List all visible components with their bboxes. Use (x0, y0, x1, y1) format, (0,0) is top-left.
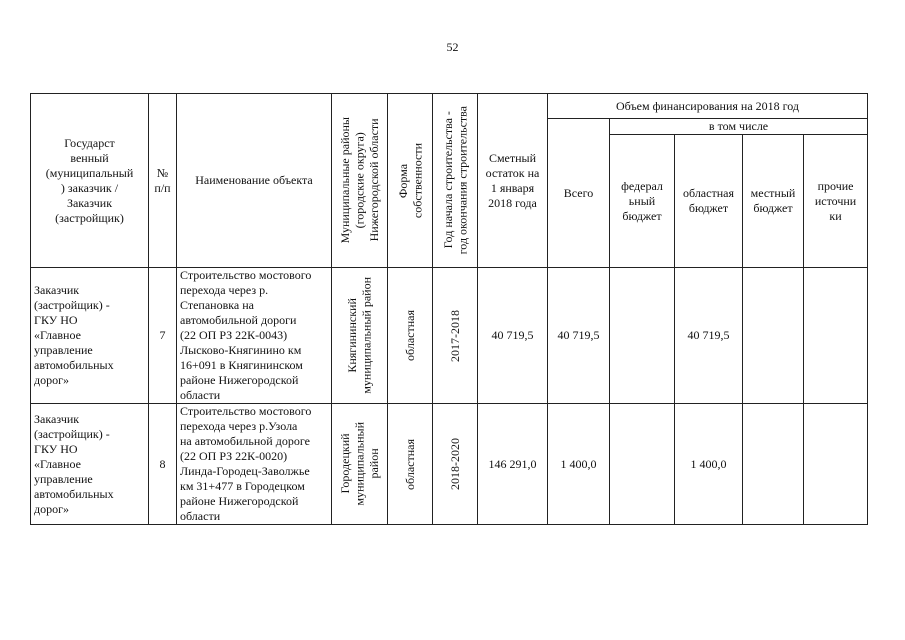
row-regional: 1 400,0 (675, 404, 743, 525)
row-customer: Заказчик (застройщик) - ГКУ НО «Главное управление автомобильных дорог» (31, 404, 149, 525)
row-object-name: Строительство мостового перехода через р.Узола на автомобильной дороге (22 ОП РЗ 22К-0020) Линда-Городец-Заволжье км 31+477 в Городецком районе Нижегородской области (177, 404, 332, 525)
row-ownership (388, 268, 433, 404)
row-regional: 40 719,5 (675, 268, 743, 404)
row-estimate-balance: 146 291,0 (478, 404, 548, 525)
row-other (804, 268, 868, 404)
row-ownership-label: областная (402, 310, 417, 361)
row-total: 1 400,0 (548, 404, 610, 525)
header-including: в том числе (610, 119, 868, 135)
row-ownership (388, 404, 433, 525)
row-object-name: Строительство мостового перехода через р. Степановка на автомобильной дороги (22 ОП РЗ 22К-0043) Лысково-Княгинино км 16+091 в Княгининском районе Нижегородской области (177, 268, 332, 404)
row-district-label: Городецкий муниципальный район (337, 422, 381, 506)
row-total: 40 719,5 (548, 268, 610, 404)
row-years (433, 404, 478, 525)
row-local (743, 404, 804, 525)
table-row (31, 268, 868, 404)
row-federal (610, 268, 675, 404)
row-customer: Заказчик (застройщик) - ГКУ НО «Главное управление автомобильных дорог» (31, 268, 149, 404)
row-years (433, 268, 478, 404)
row-district-label: Княгининский муниципальный район (345, 277, 374, 394)
financing-table (30, 93, 868, 525)
row-other (804, 404, 868, 525)
row-years-label: 2018-2020 (447, 438, 462, 490)
header-districts-label: Муниципальные районы (городские округа) Нижегородской области (337, 117, 381, 244)
header-years (433, 94, 478, 268)
row-number: 8 (149, 404, 177, 525)
header-districts (332, 94, 388, 268)
header-ownership (388, 94, 433, 268)
table-row (31, 404, 868, 525)
row-years-label: 2017-2018 (447, 309, 462, 362)
header-customer: Государст венный (муниципальный ) заказчик / Заказчик (застройщик) (31, 94, 149, 268)
row-local (743, 268, 804, 404)
header-estimate-balance: Сметный остаток на 1 января 2018 года (478, 94, 548, 268)
row-number: 7 (149, 268, 177, 404)
row-federal (610, 404, 675, 525)
row-ownership-label: областная (402, 438, 417, 490)
row-district (332, 268, 388, 404)
header-financing-2018: Объем финансирования на 2018 год (548, 94, 868, 119)
page-number: 52 (446, 40, 459, 54)
header-federal: федерал ьный бюджет (610, 135, 675, 268)
header-regional: областная бюджет (675, 135, 743, 268)
row-district (332, 404, 388, 525)
row-estimate-balance: 40 719,5 (478, 268, 548, 404)
header-number: № п/п (149, 94, 177, 268)
header-total: Всего (548, 119, 610, 268)
header-object-name: Наименование объекта (177, 94, 332, 268)
header-ownership-label: Форма собственности (395, 142, 424, 219)
header-local: местный бюджет (743, 135, 804, 268)
header-other: прочие источни ки (804, 135, 868, 268)
header-years-label: Год начала строительства - год окончания строительства (440, 106, 469, 255)
